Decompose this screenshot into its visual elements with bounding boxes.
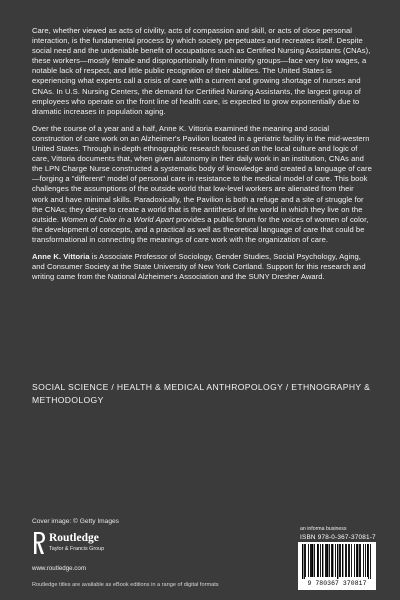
barcode-bar	[357, 544, 358, 577]
publisher-group: Taylor & Francis Group	[49, 546, 105, 552]
barcode-bar	[331, 544, 332, 577]
barcode-bar	[335, 544, 336, 577]
barcode-bar	[332, 544, 333, 577]
barcode-bar	[356, 544, 357, 577]
barcode-bar	[304, 544, 305, 579]
barcode-bar	[322, 544, 323, 577]
book-title: Women of Color in a World Apart	[61, 214, 174, 224]
barcode-bar	[365, 544, 366, 577]
subject-categories: SOCIAL SCIENCE / HEALTH & MEDICAL ANTHROPOLOGY / ETHNOGRAPHY & METHODOLOGY	[32, 382, 371, 405]
barcode-bar	[342, 544, 343, 577]
barcode-bar	[318, 544, 319, 577]
author-bio	[32, 252, 372, 282]
barcode-bar	[305, 544, 306, 577]
author-bio-text: is Associate Professor of Sociology, Gender Studies, Social Psychology, Aging, and Consumer Society at the State University of New York Cortland. Support for this research and writing came from the National Alzheimer's Association and the SUNY Dresher Award.	[32, 251, 366, 282]
barcode-bar	[340, 544, 341, 577]
barcode-bar	[354, 544, 355, 577]
barcode-bar	[346, 544, 347, 577]
barcode-bar	[351, 544, 352, 577]
barcode-bar	[326, 544, 327, 577]
barcode-bars	[301, 544, 373, 580]
cover-credit: Cover image: © Getty Images	[32, 518, 119, 525]
barcode-bar	[349, 544, 350, 577]
publisher-name: Routledge	[49, 532, 99, 544]
blurb	[32, 26, 372, 289]
barcode-bar	[345, 544, 346, 577]
barcode-bar	[302, 544, 303, 579]
isbn-label: ISBN 978-0-367-37081-7	[300, 534, 376, 541]
barcode-bar	[325, 544, 326, 577]
blurb-paragraph-2	[32, 124, 372, 245]
barcode-bar	[329, 544, 330, 577]
barcode-bar	[348, 544, 349, 577]
barcode-bar	[308, 544, 309, 577]
barcode-bar	[337, 544, 338, 579]
blurb-paragraph-2-end: provides a public forum for the voices of women of color, the development of concepts, and a practical as well as theoretical language of care that could be transformational in connecting the meanings of care work with the organization of care.	[32, 214, 369, 244]
blurb-paragraph-1: Care, whether viewed as acts of civility, acts of compassion and skill, or acts of close personal interaction, is the fundamental process by which society perpetuates and recreates itself. Despite social need and the undeniable benefit of occupations such as Certified Nursing Assistants (CNAs), these workers—mostly female and disproportionally from minority groups—face very low wages, a notable lack of respect, and little public recognition of their abilities. The United States is experiencing what experts call a crisis of care with a current and growing shortage of nurses and CNAs. In U.S. Nursing Centers, the demand for Certified Nursing Assistants, the largest group of employees who operate on the front line of health care, is expected to grow exponentially due to dramatic increases in population aging.	[32, 26, 371, 116]
informa-tagline: an informa business	[300, 526, 347, 532]
barcode-bar	[368, 544, 369, 579]
publisher-logo	[32, 530, 122, 560]
barcode-bar	[320, 544, 321, 577]
barcode	[298, 542, 376, 590]
ebook-note: Routledge titles are available as eBook editions in a range of digital formats	[32, 582, 219, 588]
barcode-bar	[363, 544, 364, 577]
barcode-bar	[314, 544, 315, 577]
barcode-bar	[312, 544, 313, 577]
barcode-bar	[327, 544, 328, 577]
barcode-bar	[359, 544, 360, 577]
barcode-bar	[370, 544, 371, 579]
barcode-bar	[339, 544, 340, 577]
publisher-website: www.routledge.com	[32, 565, 86, 572]
blurb-paragraph-2-text: Over the course of a year and a half, Anne K. Vittoria examined the meaning and social construction of care work on an Alzheimer's Pavilion located in a geriatric facility in the mid-western United States. Through in-depth ethnographic research focused on the local culture and logic of care, Vittoria documents that, when given autonomy in their daily work in an institution, CNAs and the LPN Charge Nurse constructed a systematic body of knowledge and created a language of care—forging a "different" model of personal care in resistance to the medical model of care. This book challenges the assumptions of the outside world that low-level workers are alienated from their work and have minimal skills. Paradoxically, the Pavilion is both a refuge and a site of struggle for the CNAs; they desire to create a world that is the antithesis of the world in which they live on the outside.	[32, 123, 372, 224]
barcode-bar	[310, 544, 311, 577]
author-name: Anne K. Vittoria	[32, 251, 90, 261]
barcode-digits: 9 780367 370817	[307, 580, 367, 587]
barcode-bar	[360, 544, 361, 577]
barcode-bar	[311, 544, 312, 577]
routledge-mark-icon	[32, 531, 46, 555]
